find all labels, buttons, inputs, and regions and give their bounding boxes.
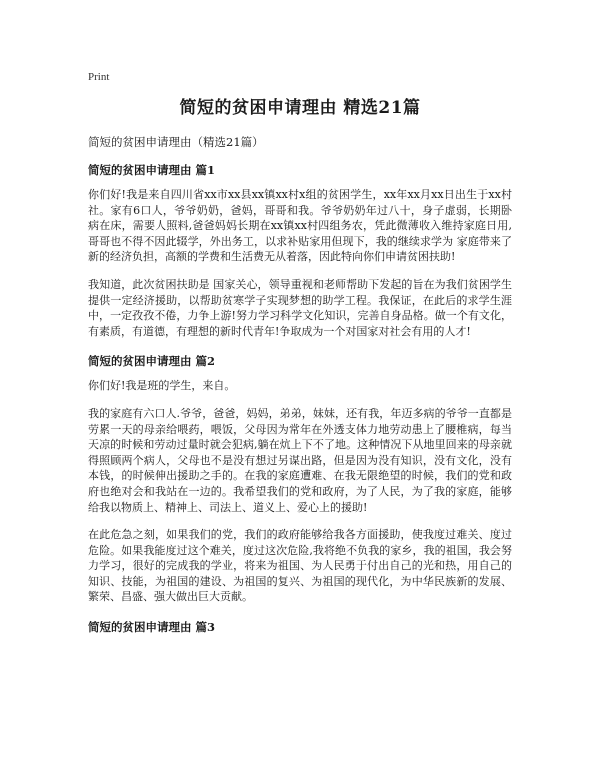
section-heading: 简短的贫困申请理由 篇3 <box>88 620 216 635</box>
section-heading: 简短的贫困申请理由 篇2 <box>88 354 216 369</box>
section-paragraph: 我知道，此次贫困扶助是 国家关心，领导重视和老师帮助下发起的旨在为我们贫困学生提供一定经济援助，以帮助贫寒学子实现梦想的助学工程。我保证，在此后的求学生涯中，一定孜孜不倦，力争上游!努力学习科学文化知识，完善自身品格。做一个有文化，有素质，有道德，有理想的新时代青年!争取成为一个对国家对社会有用的人才! <box>88 277 512 338</box>
section-paragraph: 我的家庭有六口人.爷爷，爸爸，妈妈，弟弟，妹妹，还有我，年迈多病的爷爷一直都是劳累一天的母亲给喂药，喂饭，父母因为常年在外透支体力地劳动患上了腰椎病，每当天凉的时候和劳动过量时就会犯病,躺在炕上下不了地。这种情况下从地里回来的母亲就得照顾两个病人，父母也不是没有想过另谋出路，但是因为没有知识，没有文化，没有本钱，的时候伸出援助之手的。在我的家庭遭难、在我无限绝望的时候，我们的党和政府也绝对会和我站在一边的。我希望我们的党和政府，为了人民，为了我的家庭，能够给我以物质上、精神上、司法上、道义上、爱心上的援助! <box>88 406 512 514</box>
section-paragraph: 在此危急之刻，如果我们的党，我们的政府能够给我各方面援助，使我度过难关、度过危险。如果我能度过这个难关，度过这次危险,我将绝不负我的家乡，我的祖国，我会努力学习，很好的完成我的学业，将来为祖国、为人民勇于付出自己的光和热，用自己的知识、技能，为祖国的建设、为祖国的复兴、为祖国的现代化，为中华民族新的发展、繁荣、昌盛、强大做出巨大贡献。 <box>88 528 512 604</box>
print-link[interactable]: Print <box>88 71 110 83</box>
section-1 <box>88 162 512 339</box>
section-2 <box>88 353 512 605</box>
document-title: 简短的贫困申请理由 精选21篇 <box>179 98 421 118</box>
section-paragraph: 你们好!我是来自四川省xx市xx县xx镇xx村x组的贫困学生，xx年xx月xx日出生于xx村社。家有6口人，爷爷奶奶，爸妈，哥哥和我。爷爷奶奶年过八十，身子虚弱，长期卧病在床，需要人照料,爸爸妈妈长期在xx镇xx村四组务农，凭此微薄收入维持家庭日用,哥哥也不得不因此辍学，外出务工，以求补贴家用但现下，我的继续求学为 家庭带来了新的经济负担，高额的学费和生活费无从着落，因此特向你们申请贫困扶助! <box>88 188 512 264</box>
section-paragraph: 你们好!我是班的学生，来自。 <box>88 379 236 393</box>
section-heading: 简短的贫困申请理由 篇1 <box>88 163 216 177</box>
section-3 <box>88 619 512 635</box>
document-subtitle: 简短的贫困申请理由（精选21篇） <box>88 135 264 149</box>
